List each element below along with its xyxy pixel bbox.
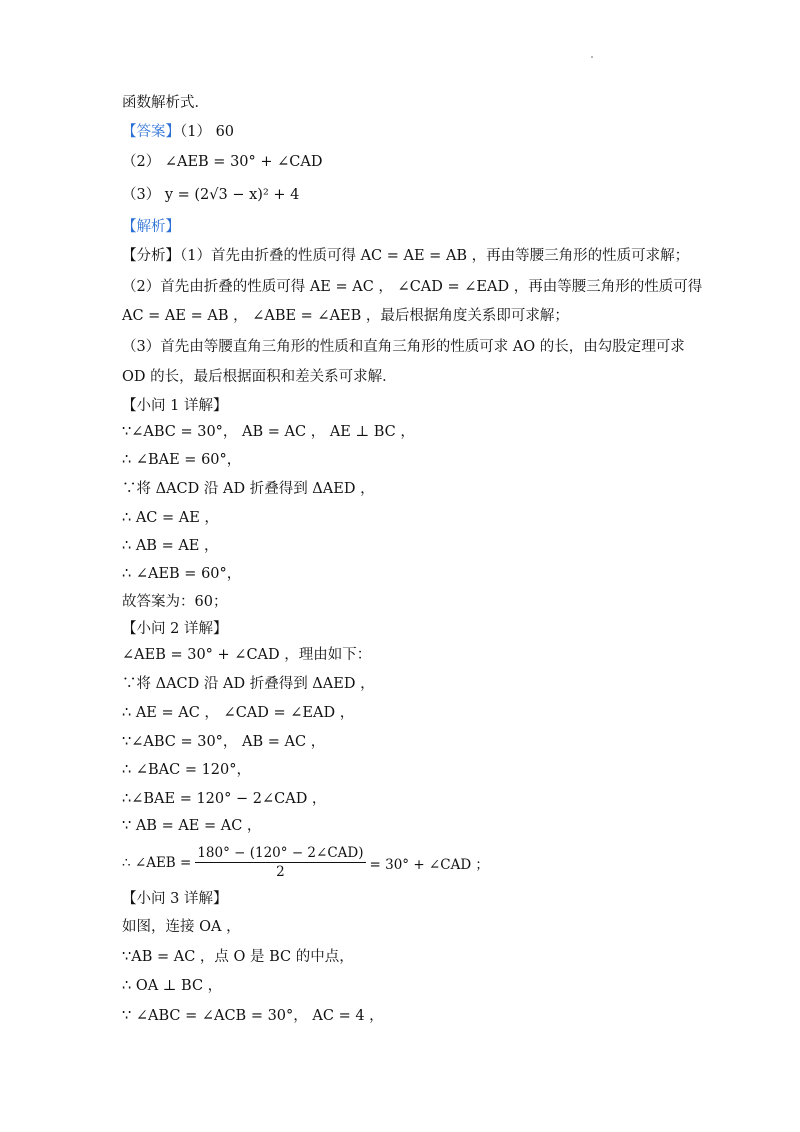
text-line: ∴ AB = AE ，	[122, 538, 219, 554]
text-line: （3） y = (2√3 − x)² + 4	[122, 187, 300, 203]
text-line: ∵将 ΔACD 沿 AD 折叠得到 ΔAED ，	[122, 481, 375, 497]
text-line: AC = AE = AB ， ∠ABE = ∠AEB ，最后根据角度关系即可求解；	[122, 308, 569, 324]
text-line: 【分析】（1）首先由折叠的性质可得 AC = AE = AB ，再由等腰三角形的性质可求解；	[122, 248, 690, 264]
fraction-lead: ∴ ∠AEB =	[122, 855, 192, 871]
text-line: （2） ∠AEB = 30° + ∠CAD	[122, 154, 323, 170]
text-line: ∠AEB = 30° + ∠CAD ，理由如下：	[122, 647, 372, 663]
text-line: 故答案为：60；	[122, 594, 228, 610]
text-line: （3）首先由等腰直角三角形的性质和直角三角形的性质可求 AO 的长，由勾股定理可求	[122, 339, 685, 355]
text-line: ∵∠ABC = 30°， AB = AC ， AE ⊥ BC ，	[122, 424, 415, 440]
text-line: ∴ ∠BAC = 120°，	[122, 762, 251, 778]
text-line: ∴ AE = AC ， ∠CAD = ∠EAD ，	[122, 705, 355, 721]
fraction-denominator: 2	[276, 864, 285, 880]
fraction-tail: = 30° + ∠CAD ；	[369, 857, 489, 873]
section-heading: 【小问 2 详解】	[122, 621, 228, 637]
answer-line: 【答案】（1） 60	[122, 124, 235, 140]
text-line: ∵∠ABC = 30°， AB = AC ，	[122, 734, 326, 750]
analysis-tag: 【解析】	[122, 219, 180, 235]
text-line: ∴ AC = AE ，	[122, 510, 219, 526]
fraction-equation	[122, 843, 489, 883]
text-line: ∴ ∠BAE = 60°，	[122, 452, 242, 468]
text-line: 如图，连接 OA ，	[122, 919, 241, 935]
section-heading: 【小问 1 详解】	[122, 398, 228, 414]
text-line: ∵ AB = AE = AC ，	[122, 818, 262, 834]
answer-tag: 【答案】	[122, 124, 180, 140]
text-line: OD 的长，最后根据面积和差关系可求解．	[122, 369, 397, 385]
text-line: ∵将 ΔACD 沿 AD 折叠得到 ΔAED ，	[122, 676, 375, 692]
fraction	[195, 845, 365, 881]
text-line: ∴ OA ⊥ BC ，	[122, 978, 223, 994]
fraction-numerator: 180° − (120° − 2∠CAD)	[197, 845, 364, 861]
section-heading: 【小问 3 详解】	[122, 891, 228, 907]
text-line: ∴ ∠AEB = 60°，	[122, 566, 242, 582]
text-line: ∵ ∠ABC = ∠ACB = 30°， AC = 4 ，	[122, 1008, 384, 1024]
text-line: ∴∠BAE = 120° − 2∠CAD ，	[122, 791, 327, 807]
text-line: 函数解析式．	[122, 95, 209, 111]
text-line: ∵AB = AC ，点 O 是 BC 的中点，	[122, 949, 354, 965]
analysis-line	[122, 216, 730, 238]
text-line: （2）首先由折叠的性质可得 AE = AC ， ∠CAD = ∠EAD ，再由等腰三角形的性质可得	[122, 279, 703, 295]
